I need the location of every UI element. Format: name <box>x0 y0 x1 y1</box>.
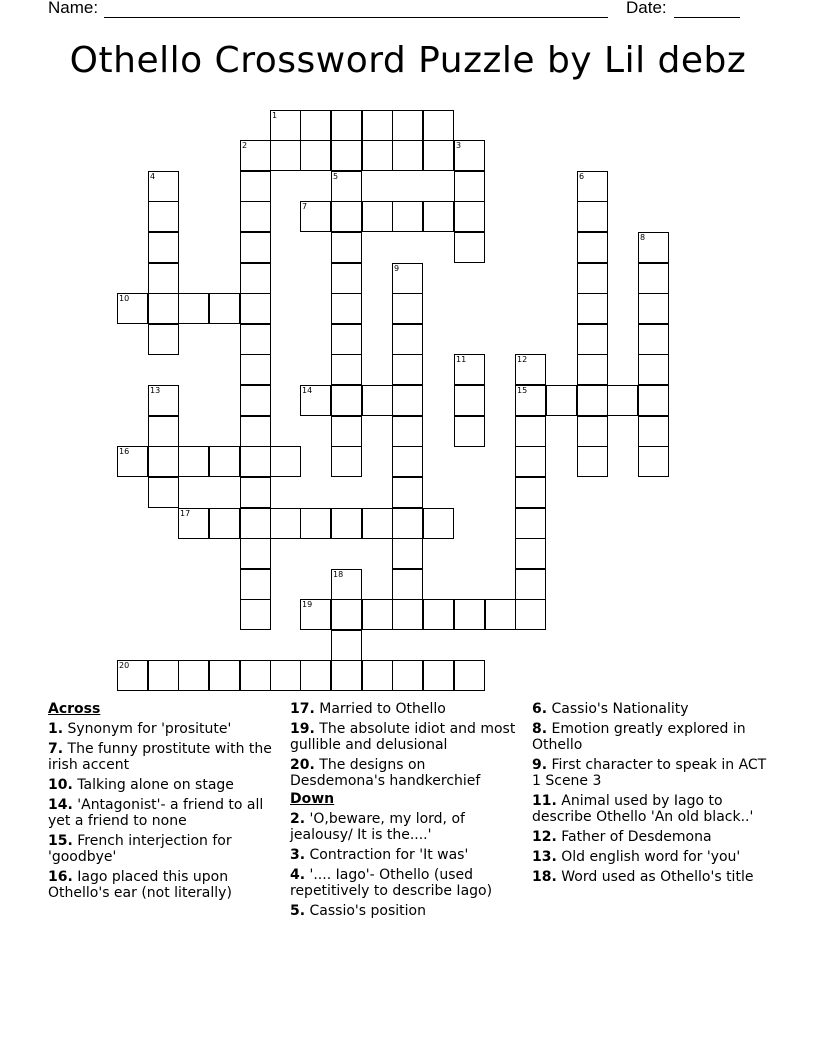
grid-cell[interactable] <box>300 140 331 171</box>
clue <box>532 849 772 865</box>
cell-number: 2 <box>242 141 248 150</box>
cell-number: 16 <box>119 447 130 456</box>
grid-cell[interactable] <box>240 416 271 447</box>
grid-cell[interactable] <box>515 508 546 539</box>
grid-cell[interactable] <box>454 385 485 416</box>
grid-cell[interactable] <box>577 446 608 477</box>
clue-number: 13. <box>532 849 557 865</box>
grid-cell[interactable] <box>515 599 546 630</box>
grid-cell[interactable] <box>577 293 608 324</box>
grid-cell[interactable] <box>331 201 362 232</box>
clue-number: 6. <box>532 701 548 717</box>
grid-cell[interactable] <box>515 569 546 600</box>
clue-text: Cassio's Nationality <box>547 701 689 717</box>
clue-number: 20. <box>290 757 315 773</box>
grid-cell[interactable] <box>331 416 362 447</box>
grid-cell[interactable] <box>454 201 485 232</box>
down-clue-list-continued <box>532 701 772 885</box>
grid-cell[interactable] <box>577 416 608 447</box>
grid-cell[interactable] <box>515 446 546 477</box>
clue <box>290 701 522 717</box>
grid-cell[interactable] <box>362 385 393 416</box>
cell-number: 1 <box>272 111 278 120</box>
clue-number: 2. <box>290 811 306 827</box>
clue-number: 18. <box>532 869 557 885</box>
clue-number: 15. <box>48 833 73 849</box>
grid-cell[interactable] <box>392 569 423 600</box>
clue-number: 9. <box>532 757 548 773</box>
grid-cell[interactable] <box>454 599 485 630</box>
clue <box>290 721 522 753</box>
clue-text: Cassio's position <box>305 903 426 919</box>
grid-cell[interactable] <box>423 508 454 539</box>
across-clue-list-continued <box>290 701 522 789</box>
grid-cell[interactable] <box>209 508 240 539</box>
grid-cell[interactable] <box>331 324 362 355</box>
grid-cell[interactable] <box>300 110 331 141</box>
clue-column-2 <box>290 701 522 923</box>
grid-cell[interactable] <box>423 660 454 691</box>
grid-cell[interactable] <box>577 385 608 416</box>
clue-number: 19. <box>290 721 315 737</box>
grid-cell[interactable] <box>362 140 393 171</box>
grid-cell[interactable] <box>148 201 179 232</box>
clue-number: 10. <box>48 777 73 793</box>
grid-cell[interactable] <box>300 508 331 539</box>
grid-cell[interactable] <box>240 232 271 263</box>
grid-cell[interactable] <box>392 110 423 141</box>
grid-cell[interactable] <box>331 446 362 477</box>
cell-number: 8 <box>640 233 646 242</box>
clue <box>290 757 522 789</box>
grid-cell[interactable] <box>331 110 362 141</box>
clue-text: The funny prostitute with the irish accent <box>48 741 272 773</box>
clue-text: Word used as Othello's title <box>556 869 754 885</box>
grid-cell[interactable] <box>362 201 393 232</box>
cell-number: 20 <box>119 661 130 670</box>
clue <box>532 829 772 845</box>
grid-cell[interactable] <box>240 263 271 294</box>
grid-cell[interactable] <box>148 477 179 508</box>
clue <box>290 903 522 919</box>
grid-cell[interactable] <box>240 508 271 539</box>
cell-number: 10 <box>119 294 130 303</box>
grid-cell[interactable] <box>454 232 485 263</box>
grid-cell[interactable] <box>331 354 362 385</box>
grid-cell[interactable] <box>454 416 485 447</box>
clue-number: 5. <box>290 903 306 919</box>
clue-text: Iago placed this upon Othello's ear (not literally) <box>48 869 232 901</box>
grid-cell[interactable] <box>240 385 271 416</box>
cell-number: 18 <box>333 570 344 579</box>
grid-cell[interactable] <box>638 293 669 324</box>
grid-cell[interactable] <box>331 660 362 691</box>
grid-cell[interactable] <box>209 293 240 324</box>
clue-number: 12. <box>532 829 557 845</box>
grid-cell[interactable] <box>392 538 423 569</box>
cell-number: 15 <box>517 386 528 395</box>
grid-cell[interactable] <box>148 446 179 477</box>
grid-cell[interactable] <box>515 477 546 508</box>
grid-cell[interactable] <box>300 660 331 691</box>
clue-number: 3. <box>290 847 306 863</box>
grid-cell[interactable] <box>362 508 393 539</box>
grid-cell[interactable] <box>454 171 485 202</box>
grid-cell[interactable] <box>577 201 608 232</box>
clue-number: 11. <box>532 793 557 809</box>
cell-number: 7 <box>302 202 308 211</box>
grid-cell[interactable] <box>240 171 271 202</box>
grid-cell[interactable] <box>178 446 209 477</box>
clue <box>290 847 522 863</box>
clue-number: 7. <box>48 741 64 757</box>
clue-text: '.... Iago'- Othello (used repetitively to describe Iago) <box>290 867 493 899</box>
grid-cell[interactable] <box>331 385 362 416</box>
grid-cell[interactable] <box>270 140 301 171</box>
grid-cell[interactable] <box>331 599 362 630</box>
clue <box>532 869 772 885</box>
grid-cell[interactable] <box>362 110 393 141</box>
across-heading: Across <box>48 701 101 717</box>
clue-text: The designs on Desdemona's handkerchief <box>290 757 481 789</box>
grid-cell[interactable] <box>270 508 301 539</box>
grid-cell[interactable] <box>423 140 454 171</box>
grid-cell[interactable] <box>392 324 423 355</box>
clue-text: Emotion greatly explored in Othello <box>532 721 746 753</box>
grid-cell[interactable] <box>454 660 485 691</box>
clue-text: Talking alone on stage <box>72 777 234 793</box>
clue-text: French interjection for 'goodbye' <box>48 833 232 865</box>
page-title: Othello Crossword Puzzle by Lil debz <box>69 40 747 81</box>
grid-cell[interactable] <box>178 293 209 324</box>
grid-cell[interactable] <box>392 599 423 630</box>
grid-cell[interactable] <box>638 446 669 477</box>
grid-cell[interactable] <box>270 660 301 691</box>
grid-cell[interactable] <box>331 140 362 171</box>
grid-cell[interactable] <box>392 416 423 447</box>
grid-cell[interactable] <box>607 385 638 416</box>
grid-cell[interactable] <box>423 110 454 141</box>
clue-text: Old english word for 'you' <box>556 849 741 865</box>
grid-cell[interactable] <box>485 599 516 630</box>
cell-number: 9 <box>394 264 400 273</box>
clue-column-1 <box>48 701 278 905</box>
grid-cell[interactable] <box>331 508 362 539</box>
grid-cell[interactable] <box>240 477 271 508</box>
grid-cell[interactable] <box>148 416 179 447</box>
grid-cell[interactable] <box>148 324 179 355</box>
grid-cell[interactable] <box>392 201 423 232</box>
date-label: Date: <box>626 0 667 17</box>
grid-cell[interactable] <box>546 385 577 416</box>
grid-cell[interactable] <box>209 446 240 477</box>
clue <box>48 777 278 793</box>
grid-cell[interactable] <box>392 508 423 539</box>
cell-number: 14 <box>302 386 313 395</box>
down-clue-list <box>290 811 522 919</box>
grid-cell[interactable] <box>240 538 271 569</box>
grid-cell[interactable] <box>638 263 669 294</box>
grid-cell[interactable] <box>577 263 608 294</box>
clue-number: 8. <box>532 721 548 737</box>
clue-number: 17. <box>290 701 315 717</box>
cell-number: 17 <box>180 509 191 518</box>
grid-cell[interactable] <box>392 385 423 416</box>
grid-cell[interactable] <box>270 446 301 477</box>
cell-number: 4 <box>150 172 156 181</box>
clue-text: The absolute idiot and most gullible and delusional <box>290 721 516 753</box>
clue <box>48 721 278 737</box>
grid-cell[interactable] <box>577 324 608 355</box>
grid-cell[interactable] <box>178 660 209 691</box>
clue <box>532 701 772 717</box>
clue-number: 16. <box>48 869 73 885</box>
clue-number: 14. <box>48 797 73 813</box>
clue-text: Father of Desdemona <box>556 829 712 845</box>
grid-cell[interactable] <box>392 660 423 691</box>
clue <box>532 757 772 789</box>
cell-number: 19 <box>302 600 313 609</box>
grid-cell[interactable] <box>392 477 423 508</box>
clue <box>290 867 522 899</box>
grid-cell[interactable] <box>240 569 271 600</box>
grid-cell[interactable] <box>423 201 454 232</box>
grid-cell[interactable] <box>240 293 271 324</box>
clue-text: Contraction for 'It was' <box>305 847 469 863</box>
grid-cell[interactable] <box>331 232 362 263</box>
clue-column-3 <box>532 701 772 889</box>
grid-cell[interactable] <box>240 660 271 691</box>
clue <box>48 797 278 829</box>
grid-cell[interactable] <box>148 232 179 263</box>
grid-cell[interactable] <box>577 232 608 263</box>
grid-cell[interactable] <box>240 446 271 477</box>
clue-number: 1. <box>48 721 64 737</box>
grid-cell[interactable] <box>240 324 271 355</box>
grid-cell[interactable] <box>240 354 271 385</box>
grid-cell[interactable] <box>577 354 608 385</box>
grid-cell[interactable] <box>638 354 669 385</box>
down-heading: Down <box>290 791 335 807</box>
clue-text: 'Antagonist'- a friend to all yet a friend to none <box>48 797 264 829</box>
grid-cell[interactable] <box>209 660 240 691</box>
grid-cell[interactable] <box>240 201 271 232</box>
grid-cell[interactable] <box>148 660 179 691</box>
grid-cell[interactable] <box>362 599 393 630</box>
clue-text: Animal used by Iago to describe Othello 'An old black..' <box>532 793 754 825</box>
across-clue-list <box>48 721 278 901</box>
cell-number: 5 <box>333 172 339 181</box>
clue <box>290 811 522 843</box>
cell-number: 3 <box>456 141 462 150</box>
clue-text: 'O,beware, my lord, of jealousy/ It is the....' <box>290 811 465 843</box>
grid-cell[interactable] <box>392 354 423 385</box>
grid-cell[interactable] <box>392 293 423 324</box>
cell-number: 11 <box>456 355 467 364</box>
cell-number: 6 <box>579 172 585 181</box>
clue-text: Married to Othello <box>314 701 446 717</box>
grid-cell[interactable] <box>392 140 423 171</box>
grid-cell[interactable] <box>331 263 362 294</box>
grid-cell[interactable] <box>638 416 669 447</box>
name-label: Name: <box>48 0 99 17</box>
cell-number: 12 <box>517 355 528 364</box>
grid-cell[interactable] <box>515 538 546 569</box>
grid-cell[interactable] <box>240 599 271 630</box>
grid-cell[interactable] <box>515 416 546 447</box>
clue-text: Synonym for 'prositute' <box>63 721 232 737</box>
clue <box>48 869 278 901</box>
grid-cell[interactable] <box>638 324 669 355</box>
clue-number: 4. <box>290 867 306 883</box>
grid-cell[interactable] <box>362 660 393 691</box>
clue-text: First character to speak in ACT 1 Scene 3 <box>532 757 767 789</box>
grid-cell[interactable] <box>331 630 362 661</box>
cell-number: 13 <box>150 386 161 395</box>
clue <box>48 741 278 773</box>
grid-cell[interactable] <box>392 446 423 477</box>
grid-cell[interactable] <box>331 293 362 324</box>
clue <box>532 721 772 753</box>
clue <box>48 833 278 865</box>
grid-cell[interactable] <box>148 293 179 324</box>
grid-cell[interactable] <box>638 385 669 416</box>
clue <box>532 793 772 825</box>
grid-cell[interactable] <box>148 263 179 294</box>
grid-cell[interactable] <box>423 599 454 630</box>
